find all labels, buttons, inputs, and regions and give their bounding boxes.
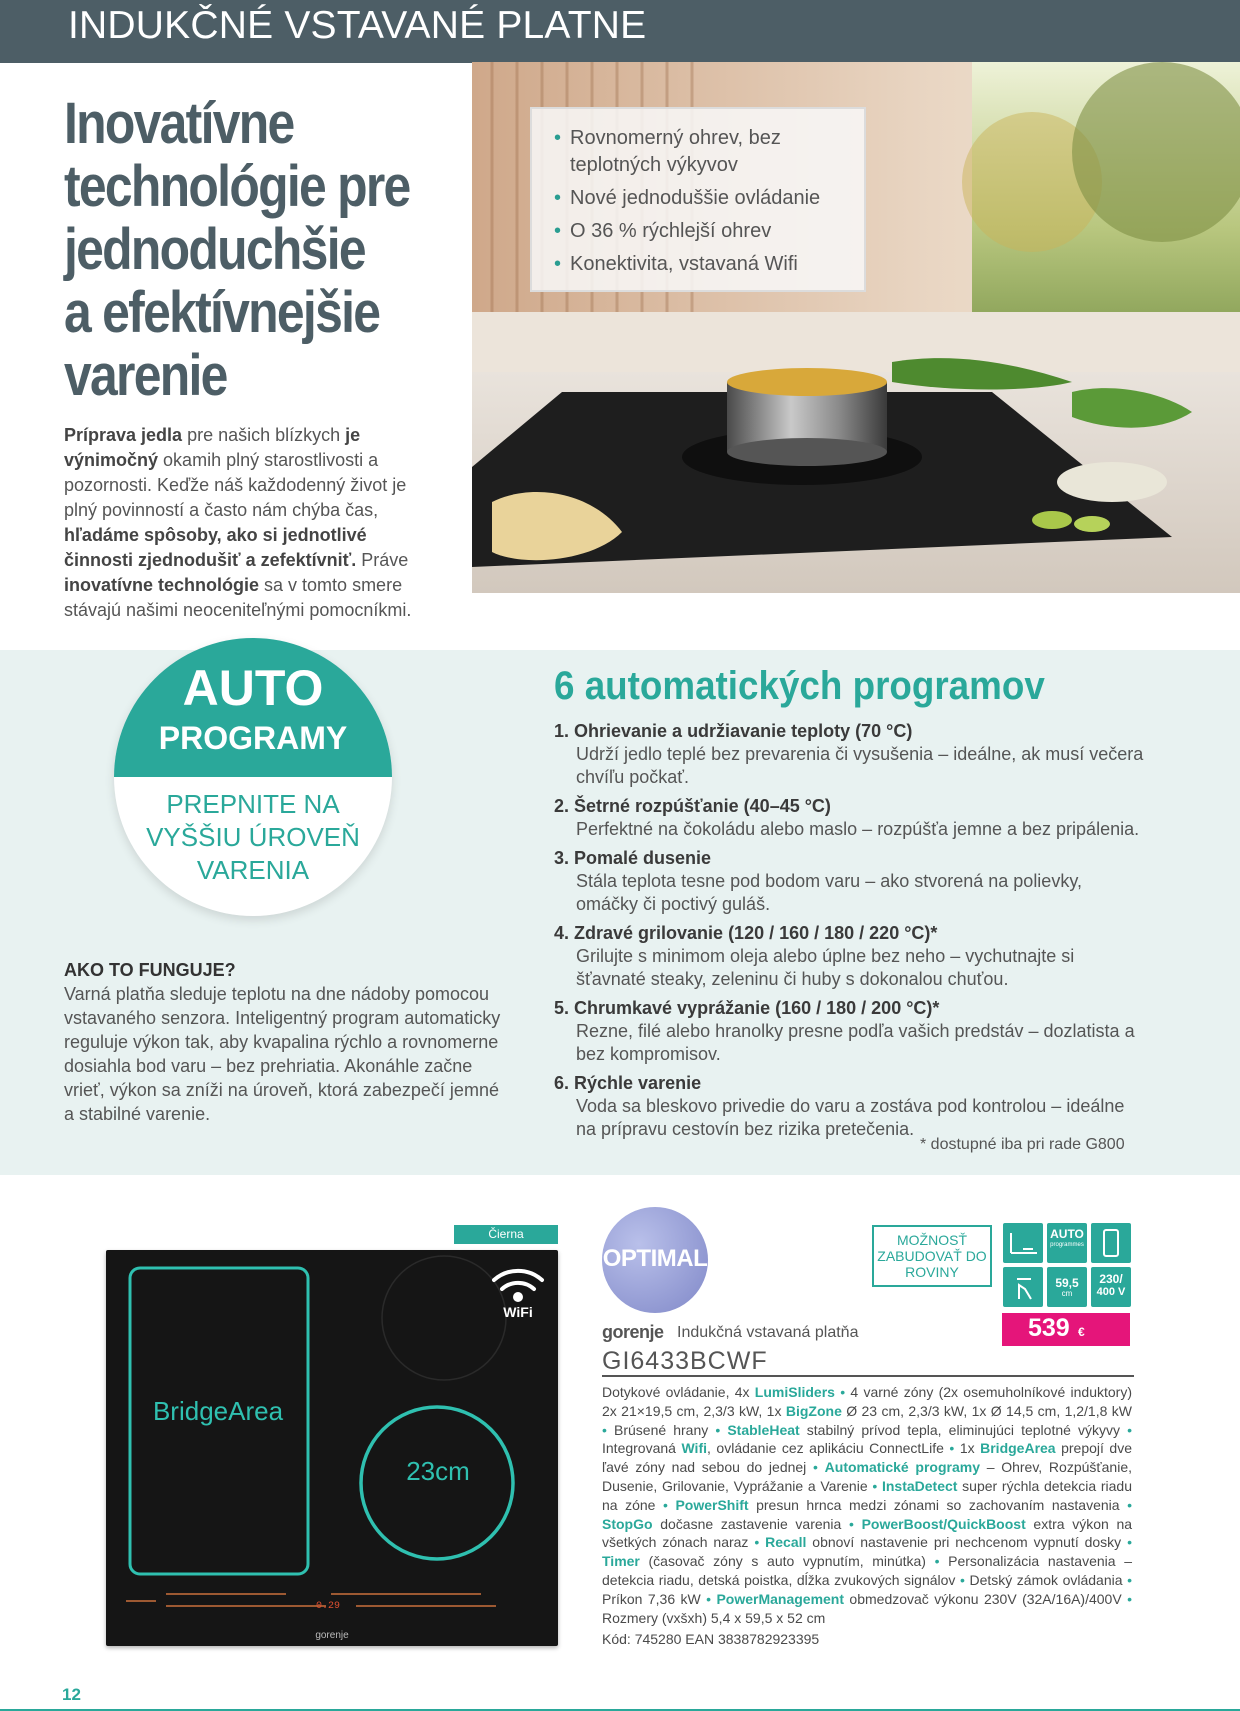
headline-line: technológie pre [64,154,410,219]
program-title: 5. Chrumkavé vyprážanie (160 / 180 / 200 °C)* [554,998,940,1018]
description-text: obmedzovač výkonu 230V (32A/16A)/400V [844,1590,1122,1607]
feature-keyword: StableHeat [727,1421,800,1438]
programs-list [554,720,1144,1147]
width-icon-value: 59,5 [1055,1276,1079,1290]
program-item [554,720,1144,789]
bullet-separator: • [602,1421,614,1438]
feature-item: • Nové jednoduššie ovládanie [554,185,864,212]
bullet-separator: • [708,1421,728,1438]
header-title: INDUKČNÉ VSTAVANÉ PLATNE [68,4,647,47]
headline [64,92,408,407]
bullet-separator: • [943,1440,960,1457]
how-text: Varná platňa sleduje teplotu na dne nádoby pomocou vstavaného senzora. Inteligentný program automaticky reguluje výkon tak, aby kvapalina rýchlo a rovnomerne dosiahla bod varu – bez prehriatia. Akonáhle začne vrieť, výkon sa zníži na úroveň, ktorá zabezpečí jemné a stabilné varenie. [64,984,501,1124]
description-text: extra výkon na všetkých zónach naraz [602,1515,1133,1551]
program-title: 1. Ohrievanie a udržiavanie teploty (70 °C) [554,721,913,741]
divider [602,1375,1134,1377]
header-bar [0,0,1240,63]
bullet-separator: • [1121,1534,1132,1551]
description-text: Príkon 7,36 kW [602,1590,701,1607]
bullet-separator: • [925,1553,949,1570]
product-model: GI6433BCWF [602,1347,768,1375]
program-item [554,1072,1144,1141]
headline-line: jednoduchšie [64,217,365,282]
headline-line: Inovatívne [64,91,294,156]
hob-wifi-label: WiFi [503,1304,533,1320]
feature-keyword: Timer [602,1553,640,1570]
description-text: super rýchla detekcia riadu na zóne [602,1477,1132,1513]
product-description [602,1383,1132,1627]
feature-item: • O 36 % rýchlejší ohrev [554,218,864,245]
how-it-works [64,958,512,1126]
feature-keyword: InstaDetect [881,1477,958,1494]
program-item [554,795,1144,841]
bullet-separator: • [806,1459,825,1476]
optimal-label: OPTIMAL [602,1245,708,1272]
program-title: 2. Šetrné rozpúšťanie (40–45 °C) [554,796,831,816]
feature-keyword: Automatické programy [824,1459,980,1476]
description-text: Personalizácia nastavenia – detekcia riadu, detská poistka, dĺžka zvukových signálov [602,1553,1132,1588]
intro-paragraph [64,423,434,623]
color-tag: Čierna [454,1225,558,1244]
intro-text: inovatívne technológie [64,575,260,595]
description-text: – Ohrev, Rozpúšťanie, Dusenie, Grilovanie, Vyprážanie a Varenie [602,1459,1132,1494]
auto-icon-label: AUTO [1050,1227,1084,1241]
program-item [554,922,1144,991]
program-title: 4. Zdravé grilovanie (120 / 160 / 180 / 220 °C)* [554,923,938,943]
product-code: Kód: 745280 EAN 3838782923395 [602,1631,820,1647]
feature-keyword: PowerManagement [716,1590,845,1607]
badge-sub: PREPNITE NA VYŠŠIU ÚROVEŇ VARENIA [146,789,360,885]
programs-title: 6 automatických programov [554,664,1045,708]
bullet-separator: • [955,1571,970,1588]
description-text: 4 varné zóny (2x osemuholníkové induktory) 2x 21×19,5 cm, 2,3/3 kW, 1x [602,1384,1132,1419]
intro-text: Práve [356,550,409,570]
bullet-separator: • [700,1590,717,1607]
flush-mount-box: MOŽNOSŤ ZABUDOVAŤ DO ROVINY [872,1225,992,1287]
bullet-separator: • [748,1534,766,1551]
headline-line: a efektívnejšie [64,280,380,345]
program-title: 3. Pomalé dusenie [554,848,712,868]
feature-item: • Rovnomerný ohrev, bez teplotných výkyvov [554,125,864,179]
bullet-separator: • [1120,1421,1132,1438]
description-text: stabilný prívod tepla, eliminujúci teplotné výkyvy [799,1421,1120,1438]
brand-logo: gorenje [602,1322,664,1342]
hob-bridge-label: BridgeArea [152,1396,284,1426]
auto-icon-sublabel: programmes [1050,1242,1084,1248]
bullet-separator: • [655,1496,676,1513]
touch-icon [1003,1267,1043,1307]
footnote: * dostupné iba pri rade G800 [920,1136,1125,1153]
intro-text: pre našich blízkych [182,425,346,445]
description-text: prepojí dve ľavé zóny nad sebou do jednej [602,1440,1132,1476]
optimal-badge [602,1207,708,1313]
voltage-line2: 400 V [1096,1286,1126,1298]
hob-zone-label: 23cm [406,1456,470,1486]
bullet-separator: • [841,1515,862,1532]
bullet-separator: • [834,1384,851,1400]
program-item [554,847,1144,916]
feature-keyword: StopGo [602,1515,653,1532]
how-title: AKO TO FUNGUJE? [64,960,236,980]
description-text: Dotykové ovládanie, 4x [602,1384,755,1400]
product-type: Indukčná vstavaná platňa [677,1324,859,1341]
program-desc: Stála teplota tesne pod bodom varu – ako stvorená na polievky, omáčky či poctivý guláš. [576,871,1082,914]
feature-keyword: PowerShift [675,1496,749,1513]
intro-text: sa v tomto smere stávajú našimi neoceniteľnými pomocníkmi. [64,575,412,620]
program-desc: Perfektné na čokoládu alebo maslo – rozpúšťa jemne a bez pripálenia. [576,819,1140,839]
voltage-icon [1091,1267,1131,1307]
bullet-separator: • [1121,1590,1132,1607]
description-text: dočasne zastavenie varenia [652,1515,842,1532]
description-text: Integrovaná [602,1440,682,1457]
hob-display: 0.29 [315,1601,341,1612]
program-desc: Rezne, filé alebo hranolky presne podľa vašich predstáv – dozlatista a bez kompromisov. [576,1021,1135,1064]
product-image [106,1250,558,1646]
bullet-separator: • [1122,1571,1132,1588]
headline-line: varenie [64,343,227,408]
badge-line2: PROGRAMY [158,720,348,756]
intro-text: je výnimočný [64,425,361,470]
intro-text: hľadáme spôsoby, ako si jednotlivé činnosti zjednodušiť a zefektívniť. [64,525,367,570]
page-number: 12 [62,1685,81,1704]
description-text: obnoví nastavenie pri nechcenom vypnutí dosky [806,1534,1122,1551]
feature-keyword: Wifi [681,1440,708,1457]
program-desc: Udrží jedlo teplé bez prevarenia či vysušenia – ideálne, ak musí večera chvíľu počkať. [576,744,1144,787]
phone-icon [1091,1223,1131,1263]
intro-text: Príprava jedla [64,425,183,445]
flush-install-icon [1003,1223,1043,1263]
feature-keyword: PowerBoost/QuickBoost [861,1515,1026,1532]
description-text: 1x [959,1440,981,1457]
bullet-separator: • [1119,1496,1132,1513]
voltage-line1: 230/ [1099,1272,1123,1286]
hob-logo: gorenje [315,1630,349,1641]
program-desc: Voda sa bleskovo privedie do varu a zostáva pod kontrolou – ideálne na prípravu cestovín bez rizika pretečenia. [576,1096,1125,1139]
description-text: (časovač zóny s auto vypnutím, minútka) [639,1553,926,1570]
description-text: Detský zámok ovládania [969,1571,1123,1588]
price-currency: € [1078,1325,1085,1339]
feature-keyword: Recall [765,1534,807,1551]
feature-keyword: BridgeArea [980,1440,1056,1457]
description-text: Rozmery (vxšxh) 5,4 x 59,5 x 52 cm [602,1609,826,1626]
program-item [554,997,1144,1066]
auto-programs-badge [114,638,392,916]
description-text: , ovládanie cez aplikáciu ConnectLife [707,1440,944,1457]
feature-keyword: BigZone [785,1402,842,1419]
bullet-separator: • [867,1477,882,1494]
price-value: 539 [1028,1314,1070,1342]
badge-line1: AUTO [182,660,324,716]
width-icon-unit: cm [1061,1289,1073,1298]
intro-text: okamih plný starostlivosti a pozornosti. Keďže náš každodenný život je plný povinností a často nám chýba čas, [64,450,407,520]
description-text: Brúsené hrany [614,1421,709,1438]
feature-keyword: LumiSliders [754,1384,835,1400]
price-tag [1002,1313,1130,1346]
auto-programs-icon [1047,1223,1087,1263]
program-desc: Grilujte s minimom oleja alebo úplne bez neho – vychutnajte si šťavnaté steaky, zeleninu či huby s dokonalou chuťou. [576,946,1075,989]
description-text: Ø 23 cm, 2,3/3 kW, 1x Ø 14,5 cm, 1,2/1,8 kW [841,1402,1132,1419]
program-title: 6. Rýchle varenie [554,1073,702,1093]
features-box [530,107,866,292]
width-icon [1047,1267,1087,1307]
feature-item: • Konektivita, vstavaná Wifi [554,251,864,278]
description-text: presun hrnca medzi zónami so zachovaním nastavenia [748,1496,1120,1513]
